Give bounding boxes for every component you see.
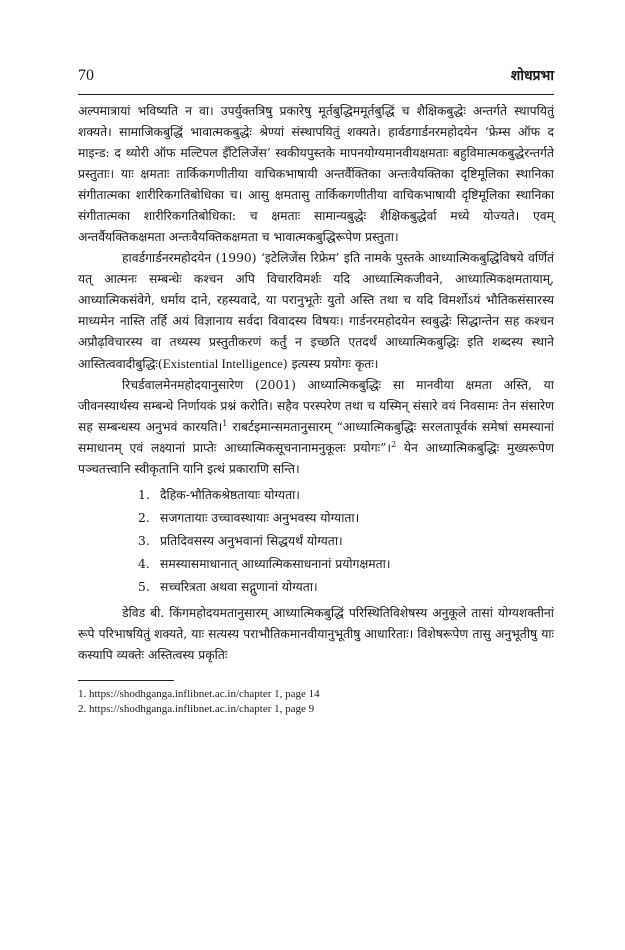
list-item-text: सजगतायाः उच्चावस्थायाः अनुभवस्य योग्याता। xyxy=(160,511,360,525)
body-text xyxy=(78,101,554,666)
paragraph-3-part-a: रिचर्डवालमेनमहोदयानुसारेण (2001) आध्यात्मिकबुद्धिः सा मानवीया क्षमता अस्ति, या जीवनस्यार्थस्य सम्बन्धे निर्णायकं प्रश्नं करोति। सहैव परस्परेण तथा च यस्मिन् संसारे वयं निवसामः तेन संसारेण सह सम्बन्धस्य अनुभवं कारयति। xyxy=(78,378,554,434)
list-item-text: दैहिक-भौतिकश्रेष्ठतायाः योग्यता। xyxy=(160,488,300,502)
list-item xyxy=(138,553,554,576)
paragraph-3-part-b: राबर्टइमान्समतानुसारम् “आध्यात्मिकबुद्धिः सरलतापूर्वकं समेषां समस्यानां समाधानम् एवं लक्ष्यानां प्राप्तेः आध्यात्मिकसूचनानामनुकूलः प्रयोगः”। xyxy=(78,420,554,455)
page-header xyxy=(78,66,554,88)
list-item xyxy=(138,484,554,507)
footnote-1[interactable]: 1. https://shodhganga.inflibnet.ac.in/chapter 1, page 14 xyxy=(78,688,320,700)
paragraph-3-part-c: येन आध्यात्मिकबुद्धिः मुख्यरूपेण पञ्चतत्त्वानि स्वीकृतानि यानि इत्थं प्रकाराणि सन्ति। xyxy=(78,441,554,476)
list-item-number: 5. xyxy=(138,580,150,594)
list-item-text: प्रतिदिवसस्य अनुभवानां सिद्धयर्थं योग्यता। xyxy=(160,534,343,548)
numbered-list xyxy=(78,484,554,599)
paragraph-2-main: हावर्डगार्डनरमहोदयेन (1990) ‘इटेलिजेंस रिफ्रेम’ इति नामके पुस्तके आध्यात्मिकबुद्धिविषये वर्णितं यत् आत्मनः सम्बन्धेः कश्चन अपि विचारविमर्शः यदि आध्यात्मिकजीवने, आध्यात्मिकक्षमतायाम्, आध्यात्मिकसंवेगे, धर्माय दाने, रहस्यवादे, या परानुभूतेः युतो अस्ति तथा च यदि विमर्शोऽयं भौतिकसंसारस्य माध्यमेन नास्ति तर्हि अयं विज्ञानाय सर्वदा विवादस्य विषयः। गार्डनरमहोदयेन स्वबुद्धेः सिद्धान्तेन सह कश्चन अप्रौढ़विचारस्य वा तथ्यस्य प्रस्तुतीकरणं कर्तुं न इच्छति एतदर्थं आध्यात्मिकबुद्धिः इति शब्दस्य स्थाने आस्तित्ववादीबुद्धिः( xyxy=(78,251,554,371)
footnote-rule xyxy=(78,680,174,681)
footnotes xyxy=(78,687,554,717)
header-rule xyxy=(78,94,554,95)
list-item-number: 1. xyxy=(138,488,150,502)
list-item-number: 4. xyxy=(138,557,150,571)
paragraph-2 xyxy=(78,248,554,375)
list-item-number: 2. xyxy=(138,511,150,525)
list-item xyxy=(138,507,554,530)
paragraph-4: डेविड बी. किंगमहोदयमतानुसारम् आध्यात्मिकबुद्धिं परिस्थितिविशेषस्य अनुकूले तासां योग्यशक्तीनां रूपे परिभाषयितुं शक्यते, याः सत्यस्य पराभौतिकमानवीयानुभूतीषु आधारिताः। विशेषरूपेण तासु अनुभूतीषु याः कस्यापि व्यक्तेः अस्तित्वस्य प्रकृतिः xyxy=(78,606,554,662)
paragraph-2-tail: ) इत्यस्य प्रयोगः कृतः। xyxy=(282,357,379,371)
footnote-ref-1[interactable]: 1 xyxy=(222,418,228,428)
list-item xyxy=(138,530,554,553)
page-number: 70 xyxy=(78,67,94,84)
paragraph-2-english-term: Existential Intelligence xyxy=(162,356,283,371)
list-item-text: सच्चरित्रता अथवा सद्गुणानां योग्यता। xyxy=(160,580,318,594)
paragraph-1: अल्पमात्रायां भविष्यति न वा। उपर्युक्तत्रिषु प्रकारेषु मूर्तबुद्धिममूर्तबुद्धिं च शैक्षिकबुद्धेः अन्तर्गते स्थापयितुं शक्यते। सामाजिकबुद्धिं भावात्मकबुद्धेः श्रेण्यां संस्थापयितुं शक्यते। हार्वडगार्डनरमहोदयेन ‘फ्रेम्स ऑफ द माइन्ड: द थ्योरी ऑफ मल्टिपल इँटिलिजेंस’ स्वकीयपुस्तके मापनयोग्यमानवीयक्षमताः बहुविमात्मकबुद्धेरन्तर्गते प्रस्तुताः। याः क्षमताः तार्किकगणीतीया वाचिकभाषायी अन्तर्वैक्तिका अन्तःवैयक्तिका दृष्टिमूलिका स्थानिका संगीतात्मका शारीरिकगतिबोधिका च। आसु क्षमतासु तार्किकगणीतीया वाचिकभाषायी दृष्टिमूलिका स्थानिका संगीतात्मका शारीरिकगतिबोधिका: च क्षमताः सामान्यबुद्धेः शैक्षिकबुद्धेर्वा मध्ये योज्यते। एवम् अन्तर्वैयक्तिकक्षमता अन्तःवैयक्तिकक्षमता च भावात्मकबुद्धिरूपेण प्रस्तुता। xyxy=(78,104,554,244)
footnote-2[interactable]: 2. https://shodhganga.inflibnet.ac.in/chapter 1, page 9 xyxy=(78,703,315,715)
list-item-number: 3. xyxy=(138,534,150,548)
paragraph-3 xyxy=(78,375,554,480)
document-page xyxy=(78,66,554,717)
running-title: शोधप्रभा xyxy=(510,68,554,84)
footnote-ref-2[interactable]: 2 xyxy=(391,439,397,449)
list-item-text: समस्यासमाधानात् आध्यात्मिकसाधनानां प्रयोगक्षमता। xyxy=(160,557,391,571)
list-item xyxy=(138,576,554,599)
